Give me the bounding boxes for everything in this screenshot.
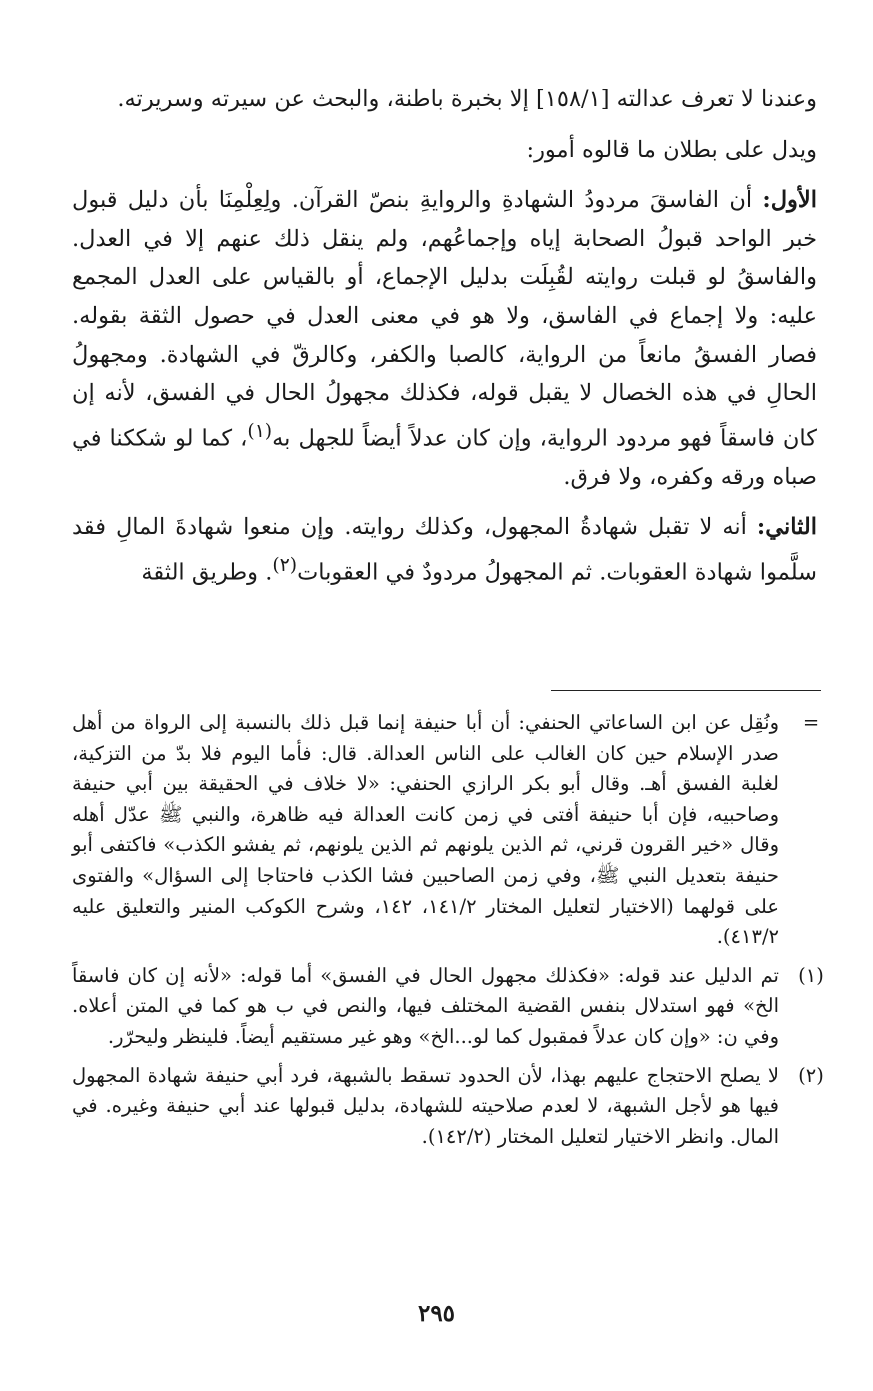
paragraph-1: وعندنا لا تعرف عدالته [١٥٨/١] إلا بخبرة باطنة، والبحث عن سيرته وسريرته. (117, 86, 817, 112)
footnote-separator (551, 690, 821, 691)
footnotes (72, 708, 833, 1152)
footnote-2-number: (٢) (798, 1063, 824, 1087)
first-argument-heading: الأول: (762, 187, 817, 214)
second-argument-end: . وطريق الثقة (141, 559, 273, 586)
second-argument-text: أنه لا تقبل شهادةُ المجهول، وكذلك روايته. وإن منعوا شهادةَ المالِ فقد سلَّموا شهادة العقوبات. ثم المجهولُ مردودٌ في العقوبات (72, 514, 817, 586)
footnote-2 (72, 1061, 833, 1153)
paragraph-2: ويدل على بطلان ما قالوه أمور: (526, 136, 817, 163)
footnote-2-text: لا يصلح الاحتجاج عليهم بهذا، لأن الحدود تسقط بالشبهة، فرد أبي حنيفة شهادة المجهول فيها هو لأجل الشبهة، لا لعدم صلاحيته للشهادة، بدليل قبولها عند أبي حنيفة وغيره. في المال. وانظر الاختيار لتعليل المختار (١٤٢/٢). (72, 1063, 779, 1148)
footnote-1-text: تم الدليل عند قوله: «فكذلك مجهول الحال في الفسق» أما قوله: «لأنه إن كان فاسقاً الخ» فهو استدلال بنفس القضية المختلف فيها، والنص في ب هو كما في المتن أعلاه. وفي ن: «وإن كان عدلاً فمقبول كما لو...الخ» وهو غير مستقيم أيضاً. فلينظر وليحرّر. (72, 963, 779, 1048)
footnote-ref-1: (١) (247, 420, 273, 442)
footnote-1 (72, 961, 833, 1053)
page-number: ٢٩٥ (417, 1300, 456, 1327)
paragraph-first-argument (72, 181, 817, 496)
footnote-continued-text: ونُقِل عن ابن الساعاتي الحنفي: أن أبا حنيفة إنما قبل ذلك بالنسبة إلى الرواة من أهل صدر الإسلام حين كان الغالب على الناس العدالة. قال: فأما اليوم فلا بدّ من التزكية، لغلبة الفسق أهـ. وقال أبو بكر الرازي الحنفي: «لا خلاف في الحقيقة بين أبي حنيفة وصاحبيه، فإن أبا حنيفة أفتى في زمن كانت العدالة فيه ظاهرة، والنبي ﷺ عدّل أهله وقال «خير القرون قرني، ثم الذين يلونهم ثم الذين يلونهم، ثم يفشو الكذب» فاكتفى أبو حنيفة بتعديل النبي ﷺ، وفي زمن الصاحبين فشا الكذب فاحتاجا إلى السؤال» والفتوى على قولهما (الاختيار لتعليل المختار ١٤١/٢، ١٤٢، وشرح الكوكب المنير والتعليق عليه ٤١٣/٢). (72, 711, 779, 949)
main-text (72, 80, 817, 592)
footnote-1-number: (١) (798, 963, 824, 987)
footnote-continued (72, 708, 833, 953)
footnote-continued-mark: = (802, 711, 820, 734)
paragraph-second-argument (72, 508, 817, 592)
footnote-ref-2: (٢) (272, 555, 298, 577)
first-argument-text: أن الفاسقَ مردودُ الشهادةِ والروايةِ بنصّ القرآن. ولِعِلْمِنَا بأن دليل قبول خبر الواحد قبولُ الصحابة إياه وإجماعُهم، ولم ينقل ذلك عنهم إلا في العدل. والفاسقُ لو قبلت روايته لقُبِلَت بدليل الإجماع، أو بالقياس على العدل المجمع عليه: ولا إجماع في الفاسق، ولا هو في معنى العدل في حصول الثقة بقوله. فصار الفسقُ مانعاً من الرواية، كالصبا والكفر، وكالرقّ في الشهادة. ومجهولُ الحالِ في هذه الخصال لا يقبل قوله، فكذلك مجهولُ الحال في الفسق، لأنه إن كان فاسقاً فهو مردود الرواية، وإن كان عدلاً أيضاً للجهل به (72, 187, 817, 452)
second-argument-heading: الثاني: (756, 514, 817, 541)
first-argument-end: ، كما لو شككنا في صباه ورقه وكفره، ولا فرق. (72, 425, 817, 490)
